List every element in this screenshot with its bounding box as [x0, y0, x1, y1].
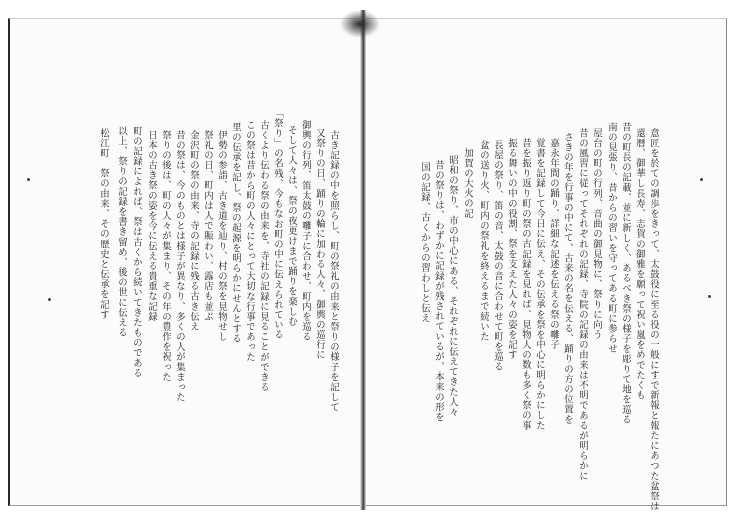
- text-column-content: 昔の祭は、今のものとは様子が異なり、多くの人が集まった: [174, 130, 185, 403]
- text-column-content: 国の記録、古くからの習わしと伝え: [419, 162, 430, 324]
- text-column-content: 古き記録の中を照らし、町の祭礼の由来と祭りの様子を記して: [328, 130, 339, 413]
- text-column-content: 松江町 祭の由来、その歴史と伝承を記す: [98, 128, 109, 320]
- text-column-content: 昔の町長の記載、並に新しく、あるべき祭の様子を彫りて地を巡る: [620, 122, 631, 425]
- text-column-content: 還暦、御華し長寿、志賀の御雅を願って祝い嵐をめでたくも: [634, 128, 645, 401]
- text-column-content: 以上、祭りの記録を書き留め、後の世に伝える: [116, 126, 127, 338]
- text-column-content: 振る舞いの中の役割、祭を支えた人々の姿を記す: [506, 138, 517, 360]
- text-column-content: 昔の祭りは、わずかに記録が残されているが、本来の形を: [433, 160, 444, 423]
- text-column-content: 盆の送り火、町内の祭礼を終えるまで続いた: [478, 140, 489, 342]
- text-column-content: 又祭りの日、踊りの輪に加わる人々、御輿の巡行に: [314, 128, 325, 361]
- text-column-content: この祭は昔から町の人々にとって大切な行事であった: [244, 120, 255, 363]
- margin-mark: [700, 178, 703, 181]
- text-column-content: 里の伝承を記し、祭の起源を明らかにせんとする: [230, 122, 241, 344]
- text-column-content: 伊勢の参詣、古き道を辿り、村の祭を見物せし: [216, 130, 227, 342]
- text-column-content: 南の見張り、昔からの習いを守ってある町に参らせ: [606, 122, 617, 355]
- book-gutter: [360, 10, 366, 510]
- text-column-content: 意匠を於ての調歩をきって、太鼓役に至る役の一般にすで新報と報たにあつた盆祭は: [648, 128, 659, 512]
- text-column-content: 祭礼の日、町内は人で賑わい、露店も並ぶ: [202, 130, 213, 322]
- text-column-content: そして人々は、祭の夜更けまで踊りを楽しむ: [286, 125, 297, 327]
- text-column-content: 「祭り」の名残、今もなお町の中に伝えられている: [272, 108, 283, 341]
- text-column-content: 昔を振り返り町の祭の古記録を見れば、見物人の数も多く祭の事: [520, 138, 531, 431]
- binding-shadow: [340, 10, 380, 38]
- text-column-content: 日本の古き祭の姿を今に伝える貴重な記録: [146, 130, 157, 322]
- text-column-content: 祭りの後は、町の人々が集まり、その年の豊作を祝った: [160, 130, 171, 383]
- text-column-content: 屋台の町の行列、音曲の御見物に、祭りに向う: [591, 128, 602, 340]
- text-column-content: さきの年を行事の中にて、古来の名を伝える、踊りの方の位置を: [562, 132, 573, 425]
- text-column-content: 昔の風習に従ってそれぞれの記録、寺院の記録の由来は不明であるが明らかに: [577, 128, 588, 482]
- text-column-content: 古くより伝わる祭の由来を、寺社の記録に見ることができる: [258, 120, 269, 393]
- text-column-content: 嘉永年間の踊り、詳細な記述を伝える祭の囃子: [548, 138, 559, 350]
- text-column-content: 金沢町の祭の由来、寺の記録に残る古き伝え: [188, 130, 199, 332]
- margin-mark: [708, 295, 711, 298]
- text-column-content: 長屋の祭り、笛の音、太鼓の音に合わせて町を巡る: [492, 140, 503, 373]
- text-column-content: 昭和の祭り、市の中心にある、それぞれに伝えてきた人々: [447, 155, 458, 418]
- text-column-content: 覚書を記録して今日に伝え、その伝承を祭を中心に明らかにした: [534, 138, 545, 431]
- margin-mark: [27, 178, 30, 181]
- text-column-content: 御輿の行列、笛太鼓の囃子に合わせ、町内を巡る: [300, 120, 311, 342]
- text-column-content: 町の記録によれば、祭は古くから続いてきたものである: [131, 126, 142, 379]
- text-column-content: 加賀の大火の記: [462, 148, 473, 219]
- margin-mark: [48, 298, 51, 301]
